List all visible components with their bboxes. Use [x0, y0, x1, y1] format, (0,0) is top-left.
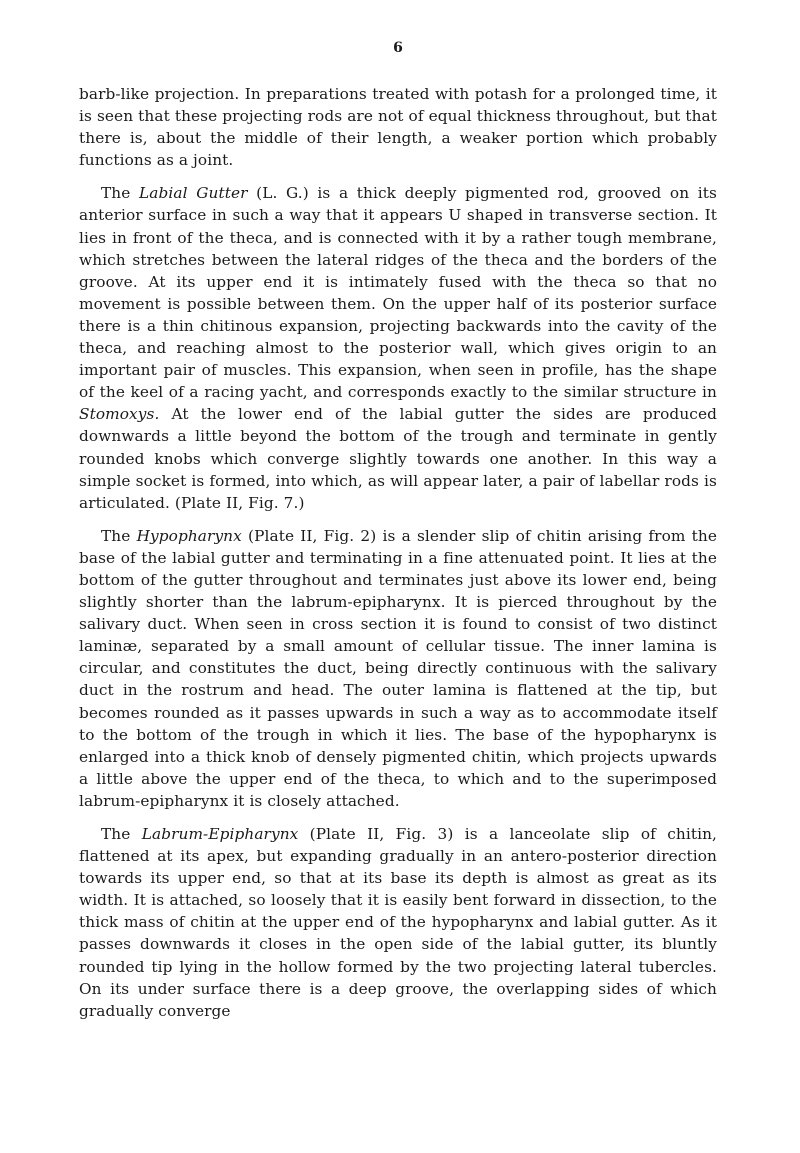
term-stomoxys: Stomoxys.: [79, 405, 160, 424]
text-segment: The: [101, 526, 137, 545]
text-segment: (Plate II, Fig. 3) is a lanceolate slip of chitin, flattened at its apex, but expanding gradually in an antero-posterior direction towards its upper end, so that at its base its depth is almost as great as its width. It is attached, so loosely that it is easily bent forward in dissection, to the thick mass of chitin at the upper end of the hypopharynx and labial gutter. As it passes downwards it closes in the open side of the labial gutter, its bluntly rounded tip lying in the hollow formed by the two projecting lateral tubercles. On its under surface there is a deep groove, the overlapping sides of which gradually converge: [79, 825, 717, 1020]
paragraph-hypopharynx: [79, 525, 717, 812]
term-hypopharynx: Hypopharynx: [136, 526, 242, 545]
term-labial-gutter: Labial Gutter: [139, 184, 248, 203]
paragraph-labrum-epipharynx: [79, 823, 717, 1022]
text-segment: barb-like projection. In preparations treated with potash for a prolonged time, it is seen that these projecting rods are not of equal thickness throughout, but that there is, about the middle of their length, a weaker portion which probably functions as a joint.: [79, 85, 717, 170]
text-segment: (Plate II, Fig. 2) is a slender slip of chitin arising from the base of the labial gutter and terminating in a fine attenuated point. It lies at the bottom of the gutter throughout and terminates just above its lower end, being slightly shorter than the labrum-epipharynx. It is pierced throughout by the salivary duct. When seen in cross section it is found to consist of two distinct laminæ, separated by a small amount of cellular tissue. The inner lamina is circular, and constitutes the duct, being directly continuous with the salivary duct in the rostrum and head. The outer lamina is flattened at the tip, but becomes rounded as it passes upwards in such a way as to accommodate itself to the bottom of the trough in which it lies. The base of the hypopharynx is enlarged into a thick knob of densely pigmented chitin, which projects upwards a little above the upper end of the theca, to which and to the superimposed labrum-epipharynx it is closely attached.: [79, 526, 717, 810]
paragraph-labial-gutter: [79, 182, 717, 513]
text-segment: The: [101, 184, 140, 203]
paragraph-barb-like-projection: [79, 83, 717, 171]
text-segment: At the lower end of the labial gutter the sides are produced downwards a little beyond the bottom of the trough and terminate in gently rounded knobs which converge slightly towards one another. In this way a simple socket is formed, into which, as will appear later, a pair of labellar rods is articulated. (Plate II, Fig. 7.): [79, 405, 717, 512]
body-text: [79, 83, 717, 1033]
text-segment: (L. G.) is a thick deeply pigmented rod, grooved on its anterior surface in such a way that it appears U shaped in transverse section. It lies in front of the theca, and is connected with it by a rather tough membrane, which stretches between the lateral ridges of the theca and the borders of the groove. At its upper end it is intimately fused with the theca so that no movement is possible between them. On the upper half of its posterior surface there is a thin chitinous expansion, projecting backwards into the cavity of the theca, and reaching almost to the posterior wall, which gives origin to an important pair of muscles. This expansion, when seen in profile, has the shape of the keel of a racing yacht, and corresponds exactly to the similar structure in: [79, 184, 717, 402]
text-segment: The: [101, 825, 142, 843]
page-number: 6: [393, 40, 403, 56]
term-labrum-epipharynx: Labrum-Epipharynx: [141, 825, 299, 843]
